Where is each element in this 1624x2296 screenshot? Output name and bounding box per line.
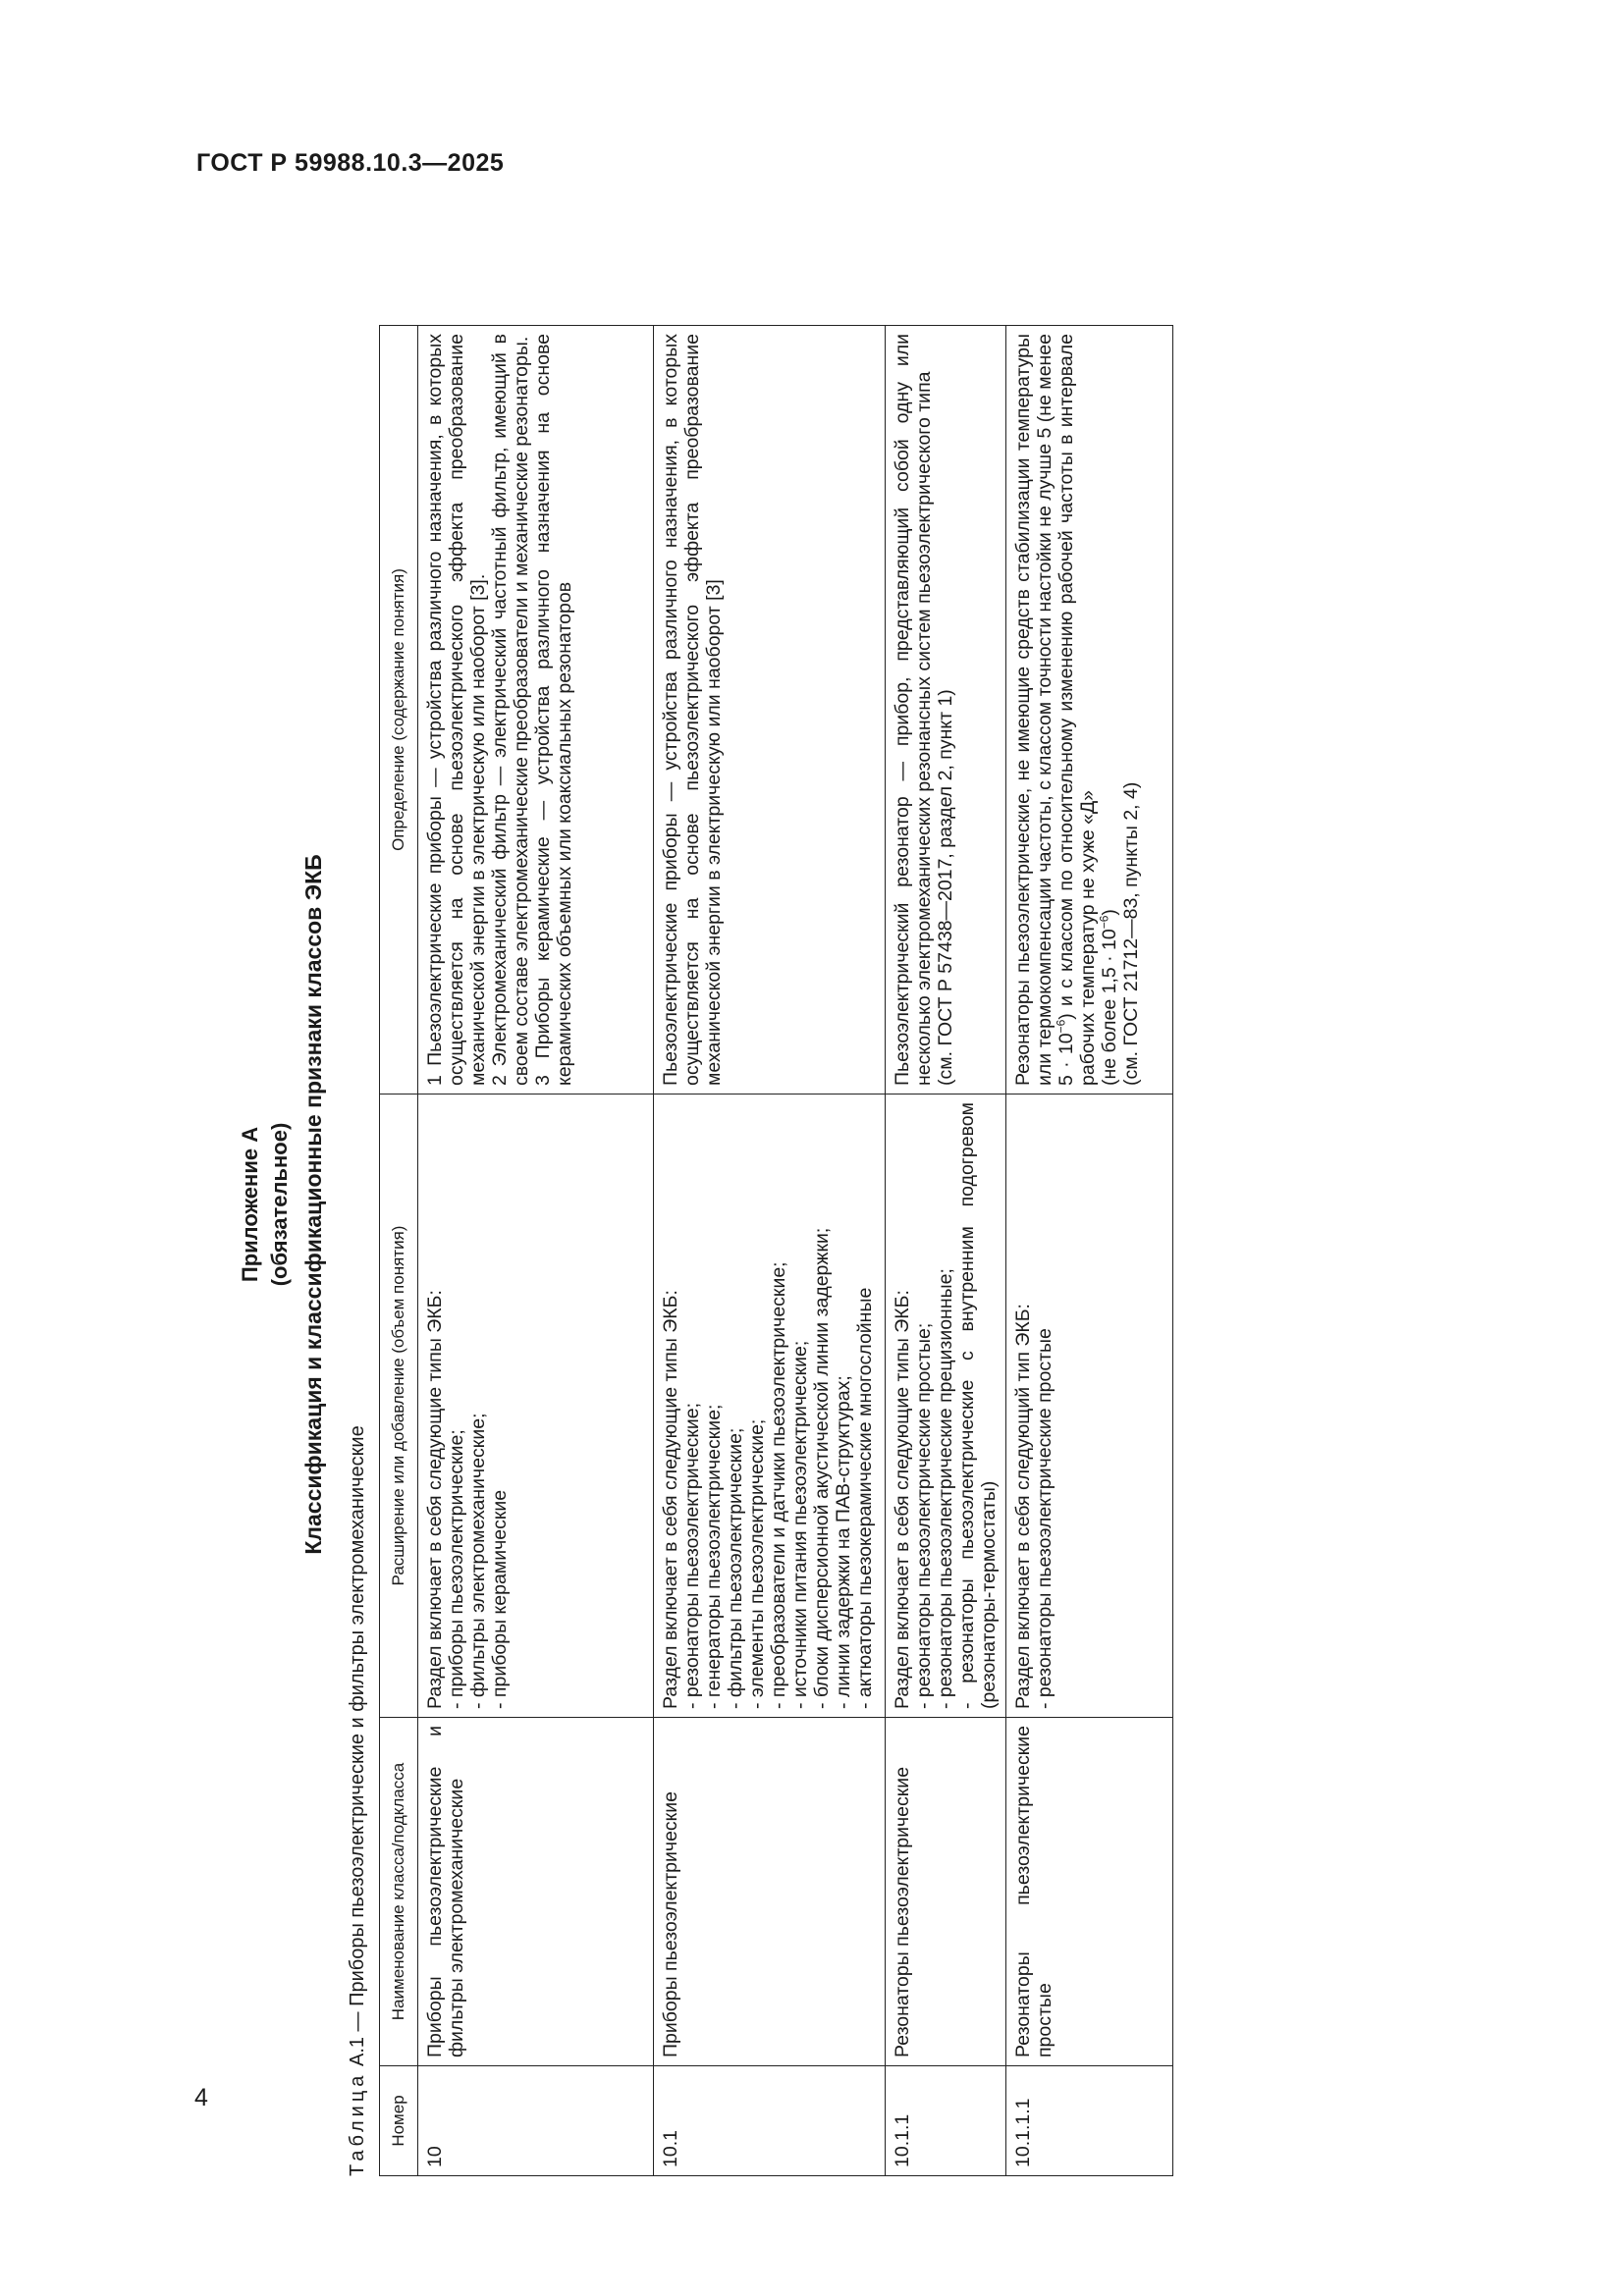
row-number: 10.1 (654, 2066, 886, 2176)
classification-table (379, 325, 1173, 2176)
row-name: Резонаторы пьезоэлектрические (886, 1718, 1006, 2066)
table-caption-text: А.1 — Приборы пьезоэлектрические и фильтры электромеханические (347, 1425, 368, 2072)
row-name: Приборы пьезоэлектрические и фильтры электромеханические (418, 1718, 654, 2066)
extension-line: Раздел включает в себя следующий тип ЭКБ: (1012, 1304, 1034, 1709)
row-definition (418, 326, 654, 1095)
definition-text: ) и с классом по относительному изменению рабочей частоты в интервале рабочих температур не хуже «Д» (1056, 334, 1099, 1086)
extension-line: - фильтры пьезоэлектрические; (725, 1427, 746, 1709)
table-row (654, 326, 886, 2176)
extension-line: Раздел включает в себя следующие типы ЭКБ: (892, 1290, 913, 1709)
extension-line: - актюаторы пьезокерамические многослойные (854, 1287, 876, 1709)
appendix-heading (236, 233, 295, 2176)
extension-line: - линии задержки на ПАВ-структурах; (833, 1375, 854, 1709)
extension-line: - резонаторы пьезоэлектрические с внутренним подогревом (резонаторы-термостаты) (956, 1102, 1000, 1709)
row-extension (886, 1095, 1006, 1718)
extension-line: - элементы пьезоэлектрические; (746, 1418, 768, 1709)
row-name: Приборы пьезоэлектрические (654, 1718, 886, 2066)
extension-line: - приборы керамические (489, 1489, 511, 1709)
definition-text: ) (1099, 909, 1120, 916)
extension-line: - блоки дисперсионной акустической линии задержки; (811, 1227, 833, 1709)
header-name: Наименование класса/подкласса (380, 1718, 418, 2066)
extension-line: Раздел включает в себя следующие типы ЭКБ: (660, 1290, 681, 1709)
extension-line: - резонаторы пьезоэлектрические прецизионные; (935, 1268, 956, 1709)
table-header-row (380, 326, 418, 2176)
extension-line: - источники питания пьезоэлектрические; (789, 1340, 811, 1709)
appendix-subtitle: (обязательное) (267, 1122, 292, 1287)
section-title: Классификация и классификационные признаки классов ЭКБ (300, 854, 326, 1555)
definition-line: Пьезоэлектрические приборы — устройства различного назначения, в которых осуществляется на основе пьезоэлектрического эффекта преобразование механической энергии в электрическую или наоборот [3] (660, 334, 725, 1086)
extension-line: - приборы пьезоэлектрические; (446, 1429, 467, 1709)
exponent: −6 (1054, 1019, 1068, 1034)
row-definition (1006, 326, 1173, 1095)
definition-line: 1 Пьезоэлектрические приборы — устройства различного назначения, в которых осуществляется на основе пьезоэлектрического эффекта преобразование механической энергии в электрическую или наоборот [3]. (424, 334, 489, 1086)
row-extension (1006, 1095, 1173, 1718)
rotated-page-content (236, 233, 1159, 2176)
extension-line: - фильтры электромеханические; (467, 1413, 489, 1709)
extension-line: - резонаторы пьезоэлектрические простые; (913, 1322, 935, 1709)
row-number: 10.1.1.1 (1006, 2066, 1173, 2176)
extension-line: - резонаторы пьезоэлектрические; (681, 1402, 703, 1709)
appendix-title: Приложение А (238, 1126, 262, 1283)
definition-text: (не более 1,5 · 10 (1099, 929, 1120, 1086)
definition-limit (1099, 334, 1120, 1086)
definition-main (1012, 334, 1099, 1086)
row-number: 10.1.1 (886, 2066, 1006, 2176)
definition-reference: (см. ГОСТ 21712—83, пункты 2, 4) (1120, 781, 1142, 1086)
extension-line: - генераторы пьезоэлектрические; (703, 1404, 725, 1709)
definition-line: 3 Приборы керамические — устройства различного назначения на основе керамических объемных или коаксиальных резонаторов (532, 334, 575, 1086)
table-caption (347, 1425, 369, 2176)
document-id: ГОСТ Р 59988.10.3—2025 (196, 149, 505, 177)
definition-line: 2 Электромеханический фильтр — электрический частотный фильтр, имеющий в своем составе электромеханические преобразователи и механические резонаторы. (489, 334, 532, 1086)
extension-line: - преобразователи и датчики пьезоэлектрические; (768, 1261, 789, 1709)
page-number: 4 (194, 2084, 208, 2111)
row-definition (654, 326, 886, 1095)
row-number: 10 (418, 2066, 654, 2176)
exponent: −6 (1097, 915, 1111, 930)
extension-line: - резонаторы пьезоэлектрические простые (1034, 1328, 1056, 1709)
definition-line: Пьезоэлектрический резонатор — прибор, представляющий собой одну или несколько электромеханических резонансных систем пьезоэлектрического типа (892, 334, 935, 1086)
table-row (1006, 326, 1173, 2176)
table-row (886, 326, 1006, 2176)
extension-line: Раздел включает в себя следующие типы ЭКБ: (424, 1290, 446, 1709)
header-number: Номер (380, 2066, 418, 2176)
row-extension (654, 1095, 886, 1718)
definition-text: Резонаторы пьезоэлектрические, не имеющие средств стабилизации температуры или термокомпенсации частоты, с классом точности настойки не лучше 5 (не менее 5 · 10 (1012, 334, 1077, 1086)
header-definition: Определение (содержание понятия) (380, 326, 418, 1095)
table-caption-label: Таблица (347, 2071, 368, 2176)
row-extension (418, 1095, 654, 1718)
row-definition (886, 326, 1006, 1095)
row-name: Резонаторы пьезоэлектрические простые (1006, 1718, 1173, 2066)
definition-line: (см. ГОСТ Р 57438—2017, раздел 2, пункт 1) (935, 689, 956, 1086)
table-row (418, 326, 654, 2176)
header-extension: Расширение или добавление (объем понятия) (380, 1095, 418, 1718)
